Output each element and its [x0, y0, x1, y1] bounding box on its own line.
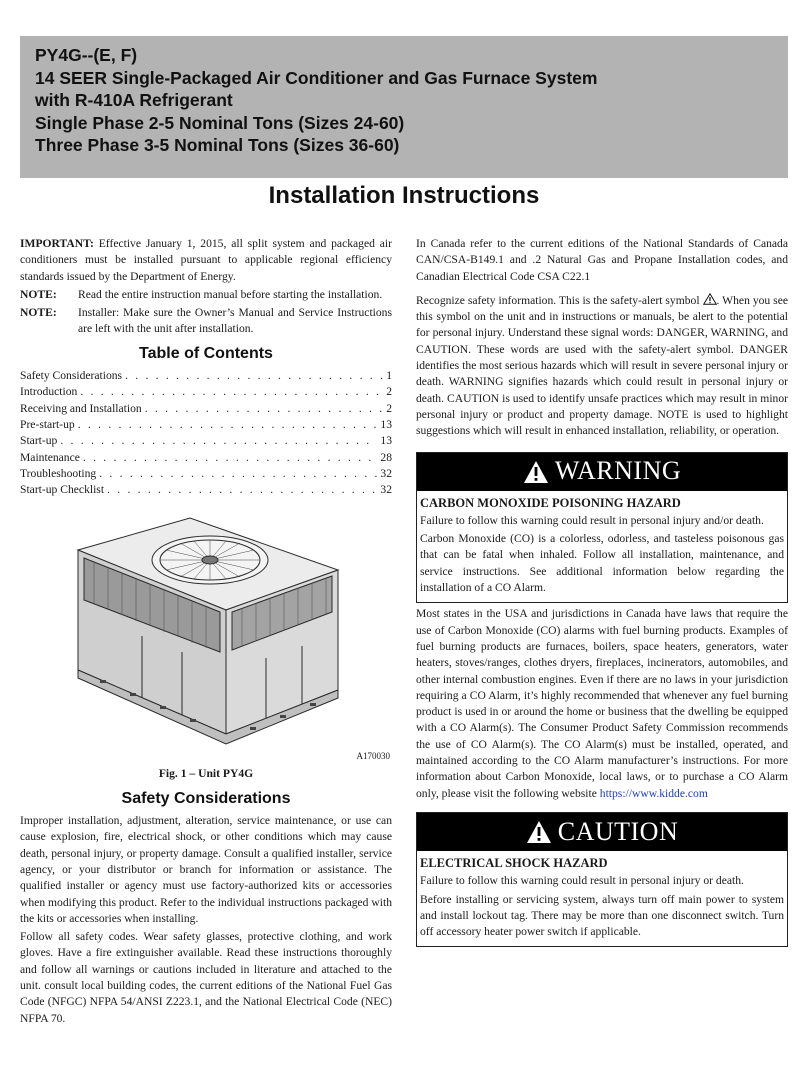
note-2	[20, 305, 392, 338]
toc-leader	[83, 450, 378, 466]
caution-label: CAUTION	[557, 816, 679, 846]
header-line-3: with R-410A Refrigerant	[35, 90, 233, 110]
co-alarm-paragraph	[416, 606, 788, 802]
safety-alert-paragraph	[416, 293, 788, 440]
table-of-contents	[20, 368, 392, 498]
toc-item-label: Start-up Checklist	[20, 483, 105, 497]
warning-subhead: CARBON MONOXIDE POISONING HAZARD	[420, 495, 681, 510]
document-title: Installation Instructions	[268, 182, 540, 209]
toc-leader	[80, 384, 383, 400]
safety-heading: Safety Considerations	[121, 789, 291, 807]
note-1-text: Read the entire instruction manual before starting the installation.	[78, 287, 383, 301]
air-conditioner-unit-illustration	[70, 512, 350, 752]
caution-triangle-icon	[526, 820, 552, 844]
caution-box	[416, 812, 788, 947]
toc-item-page: 13	[380, 417, 392, 431]
toc-item[interactable]	[20, 433, 392, 449]
toc-item[interactable]	[20, 417, 392, 433]
toc-leader	[99, 466, 377, 482]
toc-item-label: Introduction	[20, 385, 78, 399]
toc-item-page: 1	[386, 369, 392, 383]
toc-item[interactable]	[20, 401, 392, 417]
kidde-link[interactable]: https://www.kidde.com	[599, 786, 708, 800]
toc-item[interactable]	[20, 368, 392, 384]
note-2-text: Installer: Make sure the Owner’s Manual and Service Instructions are left with the unit after installation.	[78, 306, 392, 336]
co-alarm-text: Most states in the USA and jurisdictions in Canada have laws that require the use of Carbon Monoxide (CO) alarms with fuel burning products. Examples of fuel burning products are furnaces, boilers, space heaters, generators, water heaters, stoves/ranges, clothes dryers, fireplaces, incinerators, automobiles, and other internal combustion engines. Even if there are no laws in your jurisdiction requiring a CO Alarm, it’s highly recommended that whenever any fuel burning product is used in or around the home or business that the dwelling be equipped with a CO Alarm(s). The Consumer Product Safety Commission recommends the use of CO Alarm(s). The CO Alarm(s) must be installed, operated, and maintained according to the CO Alarm manufacturer’s instructions. For more information about Carbon Monoxide, local laws, or to purchase a CO Alarm only, please visit the following website	[416, 607, 788, 800]
header-model: PY4G--(E, F)	[35, 45, 138, 65]
toc-item-label: Start-up	[20, 434, 58, 448]
canada-paragraph: In Canada refer to the current editions of the National Standards of Canada CAN/CSA-B149.1 and .2 Natural Gas and Propane Installation codes, and Canadian Electrical Code CSA C22.1	[416, 237, 788, 283]
warning-box	[416, 452, 788, 604]
warning-label: WARNING	[554, 456, 682, 486]
caution-body	[417, 851, 787, 946]
figure-code: A170030	[356, 751, 390, 762]
warning-body	[417, 491, 787, 603]
caution-subhead: ELECTRICAL SHOCK HAZARD	[420, 855, 608, 870]
toc-item[interactable]	[20, 482, 392, 498]
caution-paragraph-2: Before installing or servicing system, always turn off main power to system and install lockout tag. There may be more than one disconnect switch. Turn off accessory heater power switch if applicable.	[420, 892, 784, 939]
toc-item-page: 32	[380, 466, 392, 480]
safety-paragraph-1: Improper installation, adjustment, alteration, service maintenance, or use can cause explosion, fire, electrical shock, or other conditions which may cause death, personal injury, or property damage. Consult a qualified installer, service agency, or your distributor or branch for information or assistance. The qualified installer or agency must use factory-authorized kits or accessories when modifying this product. Refer to the individual instructions packaged with the kits or accessories when installing.	[20, 814, 392, 925]
header-line-4: Single Phase 2-5 Nominal Tons (Sizes 24-60)	[35, 112, 405, 133]
toc-item[interactable]	[20, 450, 392, 466]
toc-item-label: Maintenance	[20, 450, 80, 464]
right-column	[416, 236, 788, 947]
caution-paragraph-1: Failure to follow this warning could result in personal injury or death.	[420, 874, 744, 888]
important-paragraph	[20, 236, 392, 285]
important-label: IMPORTANT:	[20, 237, 94, 250]
note-1	[20, 287, 392, 303]
toc-item-page: 2	[386, 401, 392, 415]
warning-header	[417, 453, 787, 491]
toc-leader	[107, 482, 377, 498]
toc-heading: Table of Contents	[139, 344, 273, 362]
warning-paragraph-2: Carbon Monoxide (CO) is a colorless, odorless, and tasteless poisonous gas that can be fatal when inhaled. Follow all installation, maintenance, and service instructions. See additional information below regarding the installation of a CO Alarm.	[420, 532, 784, 595]
header-band	[20, 36, 788, 178]
left-column	[20, 236, 392, 1029]
important-text: Effective January 1, 2015, all split system and packaged air conditioners must be installed pursuant to applicable regional efficiency standards issued by the Department of Energy.	[20, 237, 392, 283]
toc-item-label: Pre-start-up	[20, 417, 75, 431]
toc-item-label: Safety Considerations	[20, 369, 123, 383]
warning-triangle-icon	[523, 460, 549, 484]
recognize-text-b: . When you see this symbol on the unit and in instructions or manuals, be alert to the potential for personal injury. Understand these signal words: DANGER, WARNING, and CAUTION. These words are used with the safety-alert symbol. DANGER identifies the most serious hazards which will result in severe personal injury or death. WARNING signifies hazards which could result in personal injury or death. CAUTION is used to identify unsafe practices which may result in minor personal injury or product and property damage. NOTE is used to highlight suggestions which will result in enhanced installation, reliability, or operation.	[416, 293, 788, 438]
toc-item[interactable]	[20, 384, 392, 400]
toc-item-page: 28	[380, 450, 392, 464]
warning-paragraph-1: Failure to follow this warning could result in personal injury and/or death.	[420, 513, 764, 527]
figure-caption: Fig. 1 – Unit PY4G	[158, 767, 254, 781]
toc-item-page: 32	[380, 483, 392, 497]
safety-paragraph-2: Follow all safety codes. Wear safety glasses, protective clothing, and work gloves. Have a fire extinguisher available. Read these instructions thoroughly and follow all warnings or cautions included in literature and attached to the unit. consult local building codes, the current editions of the National Fuel Gas Code (NFGC) NFPA 54/ANSI Z223.1, and the National Electrical Code (NEC) NFPA 70.	[20, 930, 392, 1025]
toc-leader	[78, 417, 378, 433]
note-2-label: NOTE:	[20, 306, 57, 320]
toc-item-label: Troubleshooting	[20, 466, 97, 480]
unit-figure	[20, 506, 392, 764]
safety-alert-symbol-icon	[703, 293, 717, 305]
toc-leader	[145, 401, 384, 417]
toc-item-page: 13	[380, 434, 392, 448]
toc-item[interactable]	[20, 466, 392, 482]
header-line-2: 14 SEER Single-Packaged Air Conditioner and Gas Furnace System	[35, 67, 598, 88]
toc-leader	[60, 433, 377, 449]
header-line-5: Three Phase 3-5 Nominal Tons (Sizes 36-60)	[35, 135, 400, 155]
toc-leader	[125, 368, 383, 384]
recognize-text-a: Recognize safety information. This is the safety-alert symbol	[416, 293, 700, 307]
toc-item-label: Receiving and Installation	[20, 401, 142, 415]
note-1-label: NOTE:	[20, 287, 57, 301]
caution-header	[417, 813, 787, 851]
toc-item-page: 2	[386, 385, 392, 399]
